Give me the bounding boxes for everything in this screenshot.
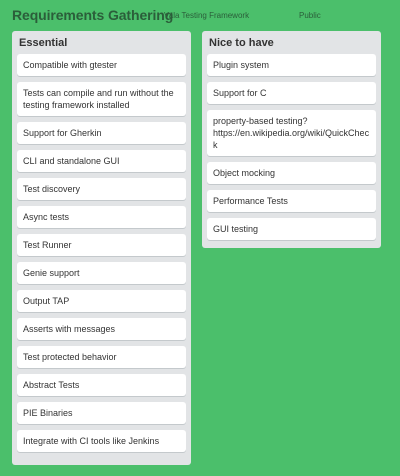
card[interactable]: Support for Gherkin: [17, 122, 186, 144]
card[interactable]: property-based testing? https://en.wikipedia.org/wiki/QuickCheck: [207, 110, 376, 156]
card[interactable]: Plugin system: [207, 54, 376, 76]
board-title[interactable]: Requirements Gathering: [12, 7, 174, 23]
card[interactable]: Tests can compile and run without the testing framework installed: [17, 82, 186, 116]
board-visibility[interactable]: Public: [299, 11, 321, 20]
board-header: [0, 0, 400, 30]
card[interactable]: Performance Tests: [207, 190, 376, 212]
card-container-essential: [17, 54, 186, 458]
card[interactable]: Support for C: [207, 82, 376, 104]
card[interactable]: PIE Binaries: [17, 402, 186, 424]
card[interactable]: GUI testing: [207, 218, 376, 240]
card[interactable]: Test protected behavior: [17, 346, 186, 368]
card-container-nice-to-have: [207, 54, 376, 246]
organization-name[interactable]: Vala Testing Framework: [164, 11, 250, 20]
list-title-nice-to-have[interactable]: Nice to have: [209, 37, 274, 49]
card[interactable]: Compatible with gtester: [17, 54, 186, 76]
card[interactable]: Asserts with messages: [17, 318, 186, 340]
card[interactable]: CLI and standalone GUI: [17, 150, 186, 172]
card[interactable]: Integrate with CI tools like Jenkins: [17, 430, 186, 452]
list-essential: [12, 31, 191, 465]
card[interactable]: Genie support: [17, 262, 186, 284]
card[interactable]: Abstract Tests: [17, 374, 186, 396]
list-title-essential[interactable]: Essential: [19, 37, 68, 49]
list-nice-to-have: [202, 31, 381, 248]
card[interactable]: Output TAP: [17, 290, 186, 312]
card[interactable]: Test discovery: [17, 178, 186, 200]
card[interactable]: Object mocking: [207, 162, 376, 184]
card[interactable]: Async tests: [17, 206, 186, 228]
card[interactable]: Test Runner: [17, 234, 186, 256]
